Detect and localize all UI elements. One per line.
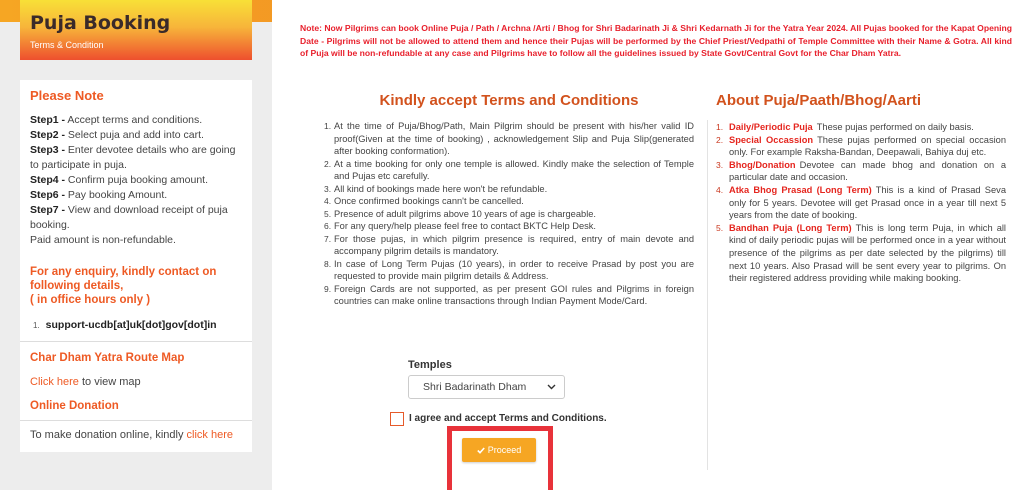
temple-select-value: Shri Badarinath Dham bbox=[423, 381, 527, 393]
about-heading: About Puja/Paath/Bhog/Aarti bbox=[716, 92, 922, 109]
step-item bbox=[30, 173, 242, 188]
donation-link[interactable]: click here bbox=[186, 429, 234, 441]
steps-list bbox=[30, 113, 242, 248]
list-item: 2. Special Occassion These pujas performed on special occasion only. For example Raksha-Bandan, Deepawali, Bahiya duj etc. bbox=[716, 134, 1007, 158]
terms-heading: Kindly accept Terms and Conditions bbox=[379, 92, 639, 109]
route-map-row bbox=[30, 376, 242, 388]
check-icon bbox=[477, 447, 485, 454]
route-map-text: to view map bbox=[78, 376, 141, 388]
step-text: Confirm puja booking amount. bbox=[65, 174, 209, 186]
list-item: 7. For those pujas, in which pilgrim presence is required, entry of main devote and accompany pilgrim details is mandatory. bbox=[324, 233, 694, 256]
route-map-link[interactable]: Click here bbox=[30, 376, 79, 388]
please-note-heading: Please Note bbox=[30, 88, 104, 103]
list-item: 9. Foreign Cards are not supported, as per present GOI rules and Pilgrims in foreign countries can make online transactions through Indian Payment Mode/Card. bbox=[324, 283, 694, 306]
step-item bbox=[30, 143, 242, 173]
step-label: Step3 - bbox=[30, 144, 66, 156]
step-label: Step2 - bbox=[30, 129, 66, 141]
chevron-down-icon bbox=[547, 384, 556, 390]
step-text: Pay booking Amount. bbox=[65, 189, 168, 201]
list-item: 1. At the time of Puja/Bhog/Path, Main Pilgrim should be present with his/her valid ID proof(Given at the time of booking) , acknowledgement Slip and Puja Slip(generated after booking conformation). bbox=[324, 121, 694, 156]
page-subtitle: Terms & Condition bbox=[30, 40, 104, 50]
column-divider bbox=[707, 120, 708, 470]
list-item: 5. Presence of adult pilgrims above 10 years of age is chargeable. bbox=[324, 208, 597, 219]
donation-row bbox=[30, 429, 242, 441]
proceed-button[interactable] bbox=[462, 438, 536, 462]
list-item: 3. All kind of bookings made here won't be refundable. bbox=[324, 183, 548, 194]
step-label: Step6 - bbox=[30, 189, 66, 201]
step-label: Step7 - bbox=[30, 204, 66, 216]
about-list bbox=[716, 121, 1006, 285]
divider bbox=[20, 341, 252, 342]
list-item: 1. Daily/Periodic Puja These pujas performed on daily basis. bbox=[716, 122, 974, 132]
enquiry-heading-text: For any enquiry, kindly contact on following details, bbox=[30, 266, 217, 292]
list-item: 4. Atka Bhog Prasad (Long Term) This is a kind of Prasad Seva only for 5 years. Devotee will get Prasad once in a year till next 5 years from the date of booking. bbox=[716, 184, 1006, 221]
step-label: Step4 - bbox=[30, 174, 66, 186]
important-note: Note: Now Pilgrims can book Online Puja / Path / Archna /Arti / Bhog for Shri Badarinath Ji & Shri Kedarnath Ji for the Yatra Year 2024. All Pujas booked for the Kapat Opening Date - Pilgrims will not be allowed to attend them and hence their Pujas will be performed by the Chief Priest/Vedpathi of Temple Committee with their Name & Gotra. All kind of Puja will be non-refundable at any case and Pilgrims have to follow all the guidelines issued by State Govt/Central Govt for the Char Dham Yatra. bbox=[300, 23, 1012, 58]
about-section bbox=[716, 92, 1006, 285]
temples-label: Temples bbox=[408, 359, 452, 371]
list-item: 5. Bandhan Puja (Long Term) This is long term Puja, in which all kind of daily periodic pujas will be performed once in a year without presence of the pilgrims as per date selected by the pilgrims) till next 10 years. Also Prasad will be sent every year to pilgrims. On their registered address providing while making booking. bbox=[716, 222, 1006, 284]
list-item: 4. Once confirmed bookings cann't be cancelled. bbox=[324, 196, 524, 206]
main-panel bbox=[272, 0, 1024, 490]
step-item bbox=[30, 113, 242, 128]
divider bbox=[20, 420, 252, 421]
brand-header bbox=[20, 0, 252, 60]
page-title: Puja Booking bbox=[30, 12, 171, 34]
step-item bbox=[30, 128, 242, 143]
proceed-label: Proceed bbox=[487, 445, 522, 455]
enquiry-heading bbox=[30, 265, 242, 307]
terms-section bbox=[324, 92, 694, 308]
list-item: 3. Bhog/Donation Devotee can made bhog and donation on a particular date and occasion. bbox=[716, 159, 1006, 183]
donation-text: To make donation online, kindly bbox=[30, 429, 187, 441]
temple-select[interactable] bbox=[408, 375, 565, 399]
contact-email: support-ucdb[at]uk[dot]gov[dot]in bbox=[45, 319, 217, 331]
step-text: View and download receipt of puja booking. bbox=[30, 204, 228, 231]
office-hours-text: ( in office hours only ) bbox=[30, 294, 151, 306]
step-item bbox=[30, 203, 242, 233]
contact-number: 1. bbox=[33, 321, 40, 330]
list-item: 8. In case of Long Term Pujas (10 years), in order to receive Prasad by post you are requested to provide main pilgrim details & Address. bbox=[324, 258, 694, 281]
step-text: Select puja and add into cart. bbox=[65, 129, 204, 141]
list-item: 2. At a time booking for only one temple is allowed. Kindly make the selection of Temple and Pujas etc carefully. bbox=[324, 158, 694, 181]
step-item bbox=[30, 188, 242, 203]
route-map-heading: Char Dham Yatra Route Map bbox=[30, 352, 185, 364]
step-text: Enter devotee details who are going to participate in puja. bbox=[30, 144, 236, 171]
sidebar bbox=[20, 80, 252, 452]
list-item: 6. For any query/help please feel free to contact BKTC Help Desk. bbox=[324, 221, 596, 231]
step-text: Accept terms and conditions. bbox=[65, 114, 203, 126]
agree-checkbox[interactable] bbox=[390, 412, 404, 426]
terms-list bbox=[324, 120, 694, 308]
agree-label[interactable]: I agree and accept Terms and Conditions. bbox=[409, 413, 607, 424]
online-donation-heading: Online Donation bbox=[30, 400, 119, 412]
step-label: Step1 - bbox=[30, 114, 66, 126]
non-refundable-text: Paid amount is non-refundable. bbox=[30, 234, 176, 246]
contact-item bbox=[30, 319, 242, 331]
